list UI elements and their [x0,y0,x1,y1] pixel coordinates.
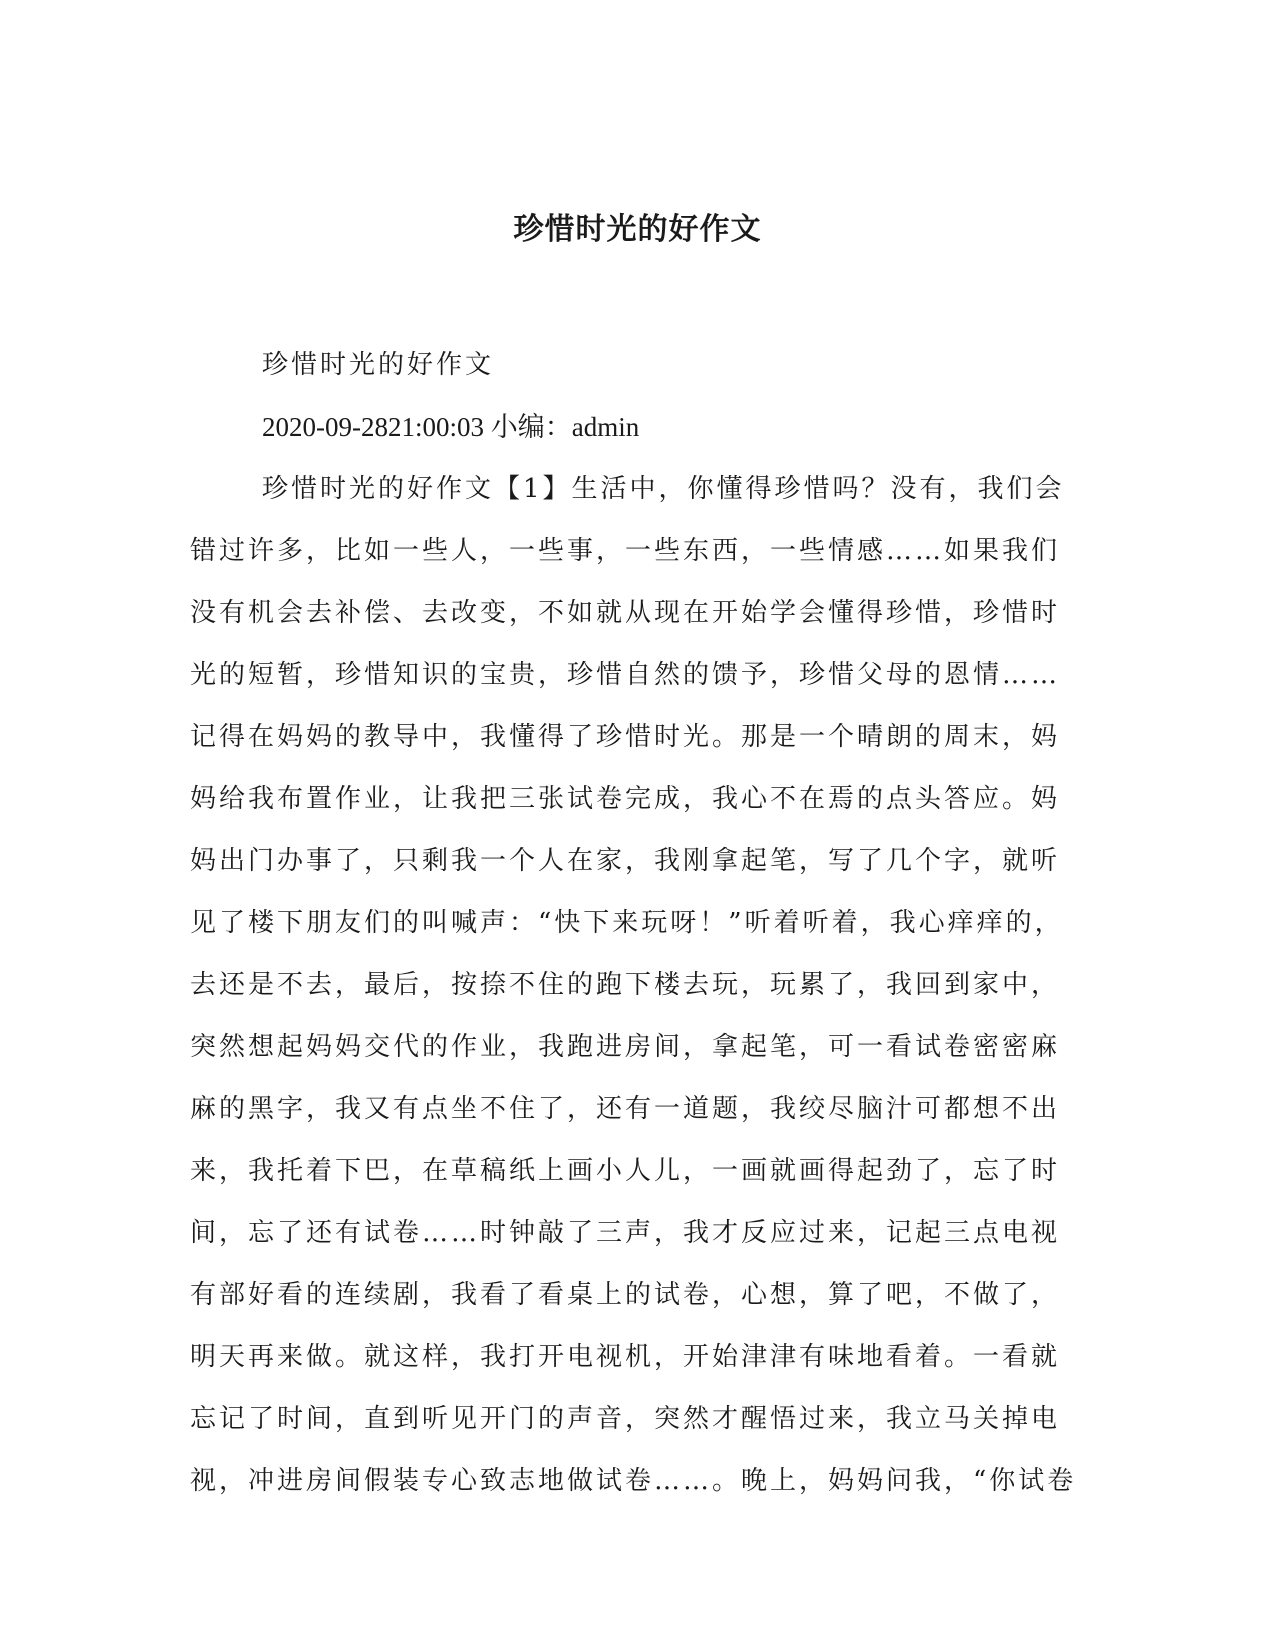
paragraph-line: 视，冲进房间假装专心致志地做试卷……。晚上，妈妈问我，“你试卷 [190,1466,1077,1496]
paragraph-line: 见了楼下朋友们的叫喊声：“快下来玩呀！”听着听着，我心痒痒的， [190,908,1064,938]
paragraph-line: 记得在妈妈的教导中，我懂得了珍惜时光。那是一个晴朗的周末，妈 [190,722,1061,752]
paragraph-line: 明天再来做。就这样，我打开电视机，开始津津有味地看着。一看就 [190,1342,1061,1372]
paragraph-line: 来，我托着下巴，在草稿纸上画小人儿，一画就画得起劲了，忘了时 [190,1156,1061,1186]
paragraph-line: 去还是不去，最后，按捺不住的跑下楼去玩，玩累了，我回到家中， [190,970,1061,1000]
paragraph-line: 忘记了时间，直到听见开门的声音，突然才醒悟过来，我立马关掉电 [190,1404,1061,1434]
paragraph-line: 妈出门办事了，只剩我一个人在家，我刚拿起笔，写了几个字，就听 [190,846,1061,876]
paragraph-line: 间，忘了还有试卷……时钟敲了三声，我才反应过来，记起三点电视 [190,1218,1061,1248]
document-body [190,334,1077,1512]
paragraph-line: 没有机会去补偿、去改变，不如就从现在开始学会懂得珍惜，珍惜时 [190,598,1061,628]
paragraph-line: 有部好看的连续剧，我看了看桌上的试卷，心想，算了吧，不做了， [190,1280,1061,1310]
paragraph-line: 光的短暂，珍惜知识的宝贵，珍惜自然的馈予，珍惜父母的恩情…… [190,660,1061,690]
paragraph-line: 珍惜时光的好作文【1】生活中，你懂得珍惜吗？没有，我们会 [262,474,1065,504]
paragraph-line: 妈给我布置作业，让我把三张试卷完成，我心不在焉的点头答应。妈 [190,784,1061,814]
paragraph-line: 突然想起妈妈交代的作业，我跑进房间，拿起笔，可一看试卷密密麻 [190,1032,1061,1062]
paragraph-line: 麻的黑字，我又有点坐不住了，还有一道题，我绞尽脑汁可都想不出 [190,1094,1061,1124]
document-title: 珍惜时光的好作文 [513,212,762,247]
paragraph-line: 错过许多，比如一些人，一些事，一些东西，一些情感……如果我们 [190,536,1061,566]
document-meta: 2020-09-2821:00:03 小编：admin [262,412,640,442]
document-subtitle: 珍惜时光的好作文 [262,350,495,380]
